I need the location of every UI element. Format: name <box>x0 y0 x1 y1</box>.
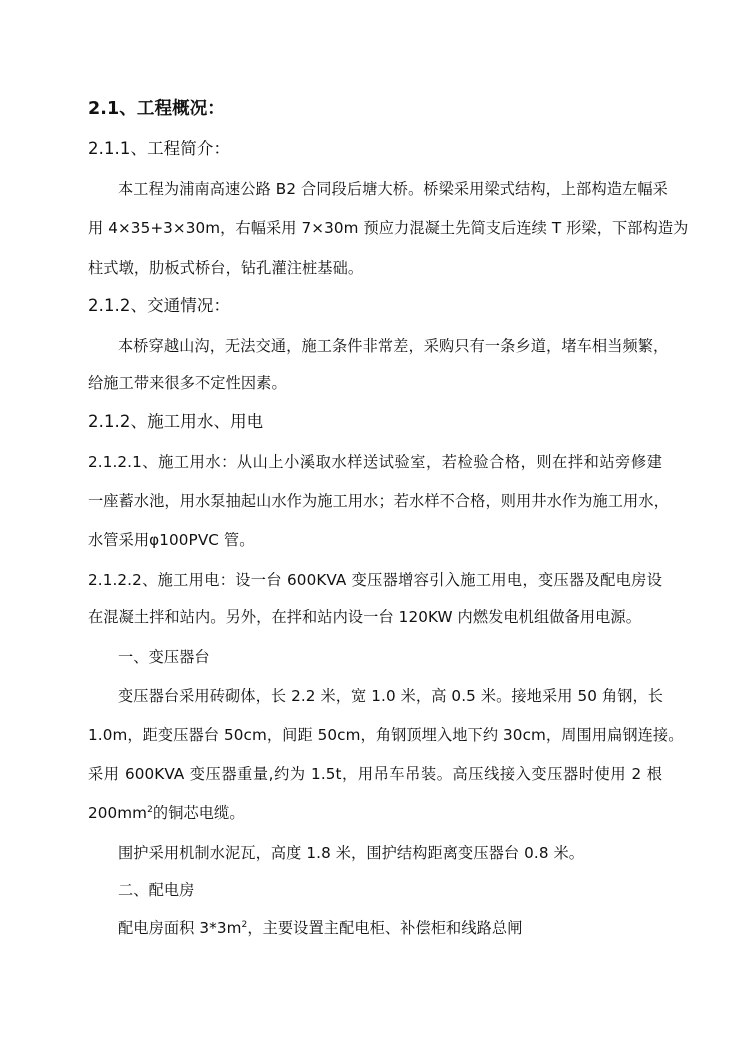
power-paragraph-line-2: 在混凝土拌和站内。另外，在拌和站内设一台 120KW 内燃发电机组做备用电源。 <box>88 608 641 626</box>
water-paragraph-line-3: 水管采用φ100PVC 管。 <box>88 531 255 549</box>
cable-description: 的铜芯电缆。 <box>152 804 245 822</box>
distribution-section-title: 二、配电房 <box>118 881 195 899</box>
section-heading-2-1: 2.1、工程概况： <box>88 99 225 119</box>
traffic-paragraph-line-1: 本桥穿越山沟，无法交通，施工条件非常差，采购只有一条乡道，堵车相当频繁， <box>118 337 669 355</box>
water-paragraph-line-2: 一座蓄水池，用水泵抽起山水作为施工用水；若水样不合格，则用井水作为施工用水， <box>88 492 669 510</box>
distribution-paragraph-line-1 <box>118 918 698 938</box>
transformer-section-title: 一、变压器台 <box>118 648 210 666</box>
transformer-paragraph-line-2: 1.0m，距变压器台 50cm，间距 50cm，角钢顶埋入地下约 30cm，周围用扁钢连接。 <box>88 726 684 744</box>
traffic-paragraph-line-2: 给施工带来很多不定性因素。 <box>88 374 287 392</box>
intro-paragraph-line-2: 用 4×35+3×30m，右幅采用 7×30m 预应力混凝土先简支后连续 T 形梁，下部构造为 <box>88 219 689 237</box>
room-equipment: ，主要设置主配电柜、补偿柜和线路总闸 <box>247 919 523 937</box>
subsection-heading-traffic: 2.1.2、交通情况： <box>88 296 231 315</box>
subsection-heading-water-power: 2.1.2、施工用水、用电 <box>88 412 264 431</box>
superscript-2: 2 <box>147 805 153 815</box>
transformer-paragraph-line-4 <box>88 803 668 823</box>
enclosure-paragraph: 围护采用机制水泥瓦，高度 1.8 米，围护结构距离变压器台 0.8 米。 <box>118 844 585 862</box>
subsection-heading-project-intro: 2.1.1、工程简介： <box>88 139 231 158</box>
intro-paragraph-line-1: 本工程为浦南高速公路 B2 合同段后塘大桥。桥梁采用梁式结构，上部构造左幅采 <box>118 180 668 198</box>
room-area: 配电房面积 3*3m <box>118 919 242 937</box>
intro-paragraph-line-3: 柱式墩，肋板式桥台，钻孔灌注桩基础。 <box>88 259 364 277</box>
superscript-2: 2 <box>241 920 248 930</box>
transformer-paragraph-line-1: 变压器台采用砖砌体，长 2.2 米，宽 1.0 米，高 0.5 米。接地采用 50 角钢，长 <box>118 687 664 705</box>
water-paragraph-line-1: 2.1.2.1、施工用水：从山上小溪取水样送试验室，若检验合格，则在拌和站旁修建 <box>88 453 662 471</box>
cable-size: 200mm <box>88 804 148 822</box>
power-paragraph-line-1: 2.1.2.2、施工用电：设一台 600KVA 变压器增容引入施工用电，变压器及配电房设 <box>88 571 662 589</box>
transformer-paragraph-line-3: 采用 600KVA 变压器重量,约为 1.5t，用吊车吊装。高压线接入变压器时使用 2 根 <box>88 765 662 783</box>
